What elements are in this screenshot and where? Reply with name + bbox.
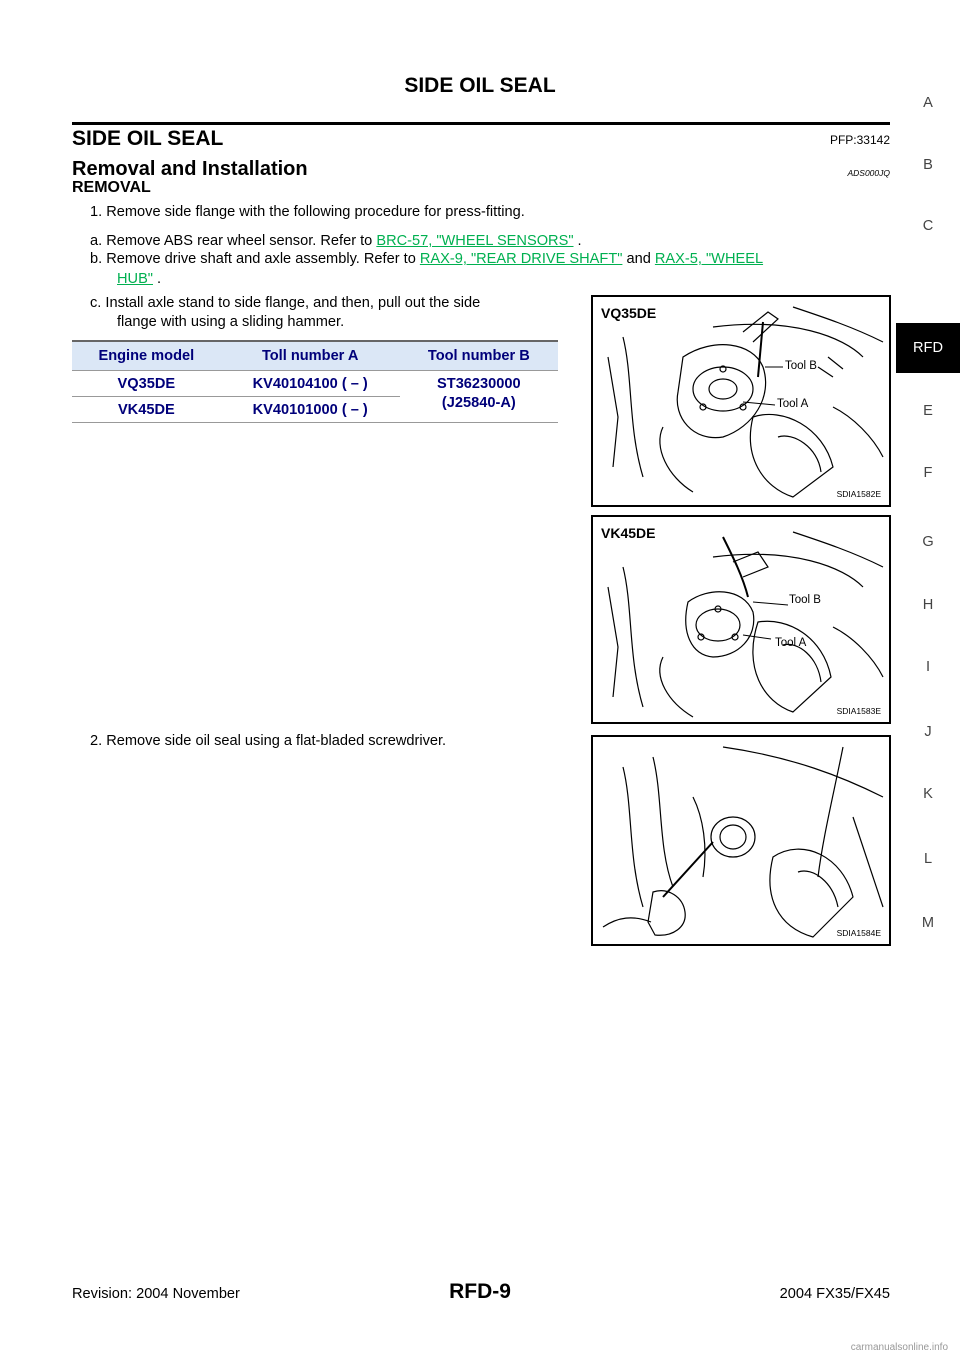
side-tab-a[interactable]: A xyxy=(923,95,933,111)
figure-code: SDIA1582E xyxy=(836,489,881,499)
side-tab-j[interactable]: J xyxy=(924,724,932,740)
tool-b-label: Tool B xyxy=(785,360,817,372)
figure-vk45de xyxy=(591,515,891,724)
step-b-mid: and xyxy=(622,251,655,267)
side-tab-h[interactable]: H xyxy=(922,597,934,613)
cell-tool-b xyxy=(400,371,558,423)
step-2: 2. Remove side oil seal using a flat-bladed screwdriver. xyxy=(90,733,447,749)
side-tab-l[interactable]: L xyxy=(923,851,933,867)
cell-model: VK45DE xyxy=(72,397,221,423)
col-tool-a: Toll number A xyxy=(221,341,400,371)
side-tab-f[interactable]: F xyxy=(923,465,933,481)
link-rax-5-cont[interactable]: HUB" xyxy=(117,271,153,287)
link-brc-57[interactable]: BRC-57, "WHEEL SENSORS" xyxy=(376,233,574,249)
step-a-text: a. Remove ABS rear wheel sensor. Refer to xyxy=(90,233,377,249)
running-header: SIDE OIL SEAL xyxy=(404,74,556,97)
tool-table xyxy=(72,340,558,423)
tool-b-number: ST36230000 xyxy=(437,376,521,392)
figure-code: SDIA1584E xyxy=(836,928,881,938)
link-rax-9[interactable]: RAX-9, "REAR DRIVE SHAFT" xyxy=(419,251,623,267)
tool-a-label: Tool A xyxy=(777,398,809,410)
step-b-text: b. Remove drive shaft and axle assembly. Refer to xyxy=(90,251,420,267)
cell-model: VQ35DE xyxy=(72,371,221,397)
side-tab-c[interactable]: C xyxy=(922,218,934,234)
link-rax-5[interactable]: RAX-5, "WHEEL xyxy=(654,251,764,267)
figure-vq35de xyxy=(591,295,891,507)
footer-model: 2004 FX35/FX45 xyxy=(779,1286,890,1302)
subsection-title: Removal and Installation xyxy=(72,158,308,180)
section-title: SIDE OIL SEAL xyxy=(72,127,224,150)
col-engine-model: Engine model xyxy=(72,341,221,371)
side-tab-k[interactable]: K xyxy=(923,786,933,802)
figure-code: SDIA1583E xyxy=(836,706,881,716)
tool-a-label: Tool A xyxy=(775,637,807,649)
step-a-suffix: . xyxy=(573,233,582,249)
figure-label: VQ35DE xyxy=(601,305,657,321)
side-tab-i[interactable]: I xyxy=(925,659,931,675)
table-header-row xyxy=(72,341,558,371)
footer-revision: Revision: 2004 November xyxy=(72,1286,240,1302)
step-c-line1: c. Install axle stand to side flange, and then, pull out the side xyxy=(90,295,481,311)
figure-label: VK45DE xyxy=(601,525,656,541)
step-c-line2: flange with using a sliding hammer. xyxy=(117,314,345,330)
step-b-suffix: . xyxy=(153,271,162,287)
pfp-code: PFP:33142 xyxy=(829,133,890,147)
removal-heading: REMOVAL xyxy=(72,179,151,196)
cell-tool-a: KV40104100 ( – ) xyxy=(221,371,400,397)
figure-oil-seal-removal xyxy=(591,735,891,946)
step-b-cont xyxy=(117,270,161,289)
side-tab-rfd-active[interactable]: RFD xyxy=(896,323,960,373)
tool-b-alt: (J25840-A) xyxy=(441,395,516,411)
subsection-code: ADS000JQ xyxy=(847,168,890,178)
col-tool-b: Tool number B xyxy=(400,341,558,371)
side-tab-e[interactable]: E xyxy=(923,403,933,419)
side-tab-b[interactable]: B xyxy=(923,157,933,173)
illustration-vq35de xyxy=(593,297,889,505)
step-b xyxy=(90,250,890,269)
footer-page-number: RFD-9 xyxy=(449,1280,511,1303)
table-row xyxy=(72,371,558,397)
header-rule xyxy=(72,122,890,125)
step-1: 1. Remove side flange with the following procedure for press-fitting. xyxy=(90,204,525,220)
step-a xyxy=(90,232,582,251)
side-tab-g[interactable]: G xyxy=(922,534,934,550)
tool-b-label: Tool B xyxy=(789,594,821,606)
cell-tool-a: KV40101000 ( – ) xyxy=(221,397,400,423)
side-tab-m[interactable]: M xyxy=(921,915,935,931)
watermark[interactable]: carmanualsonline.info xyxy=(850,1342,948,1353)
illustration-oil-seal-removal xyxy=(593,737,889,944)
illustration-vk45de xyxy=(593,517,889,722)
